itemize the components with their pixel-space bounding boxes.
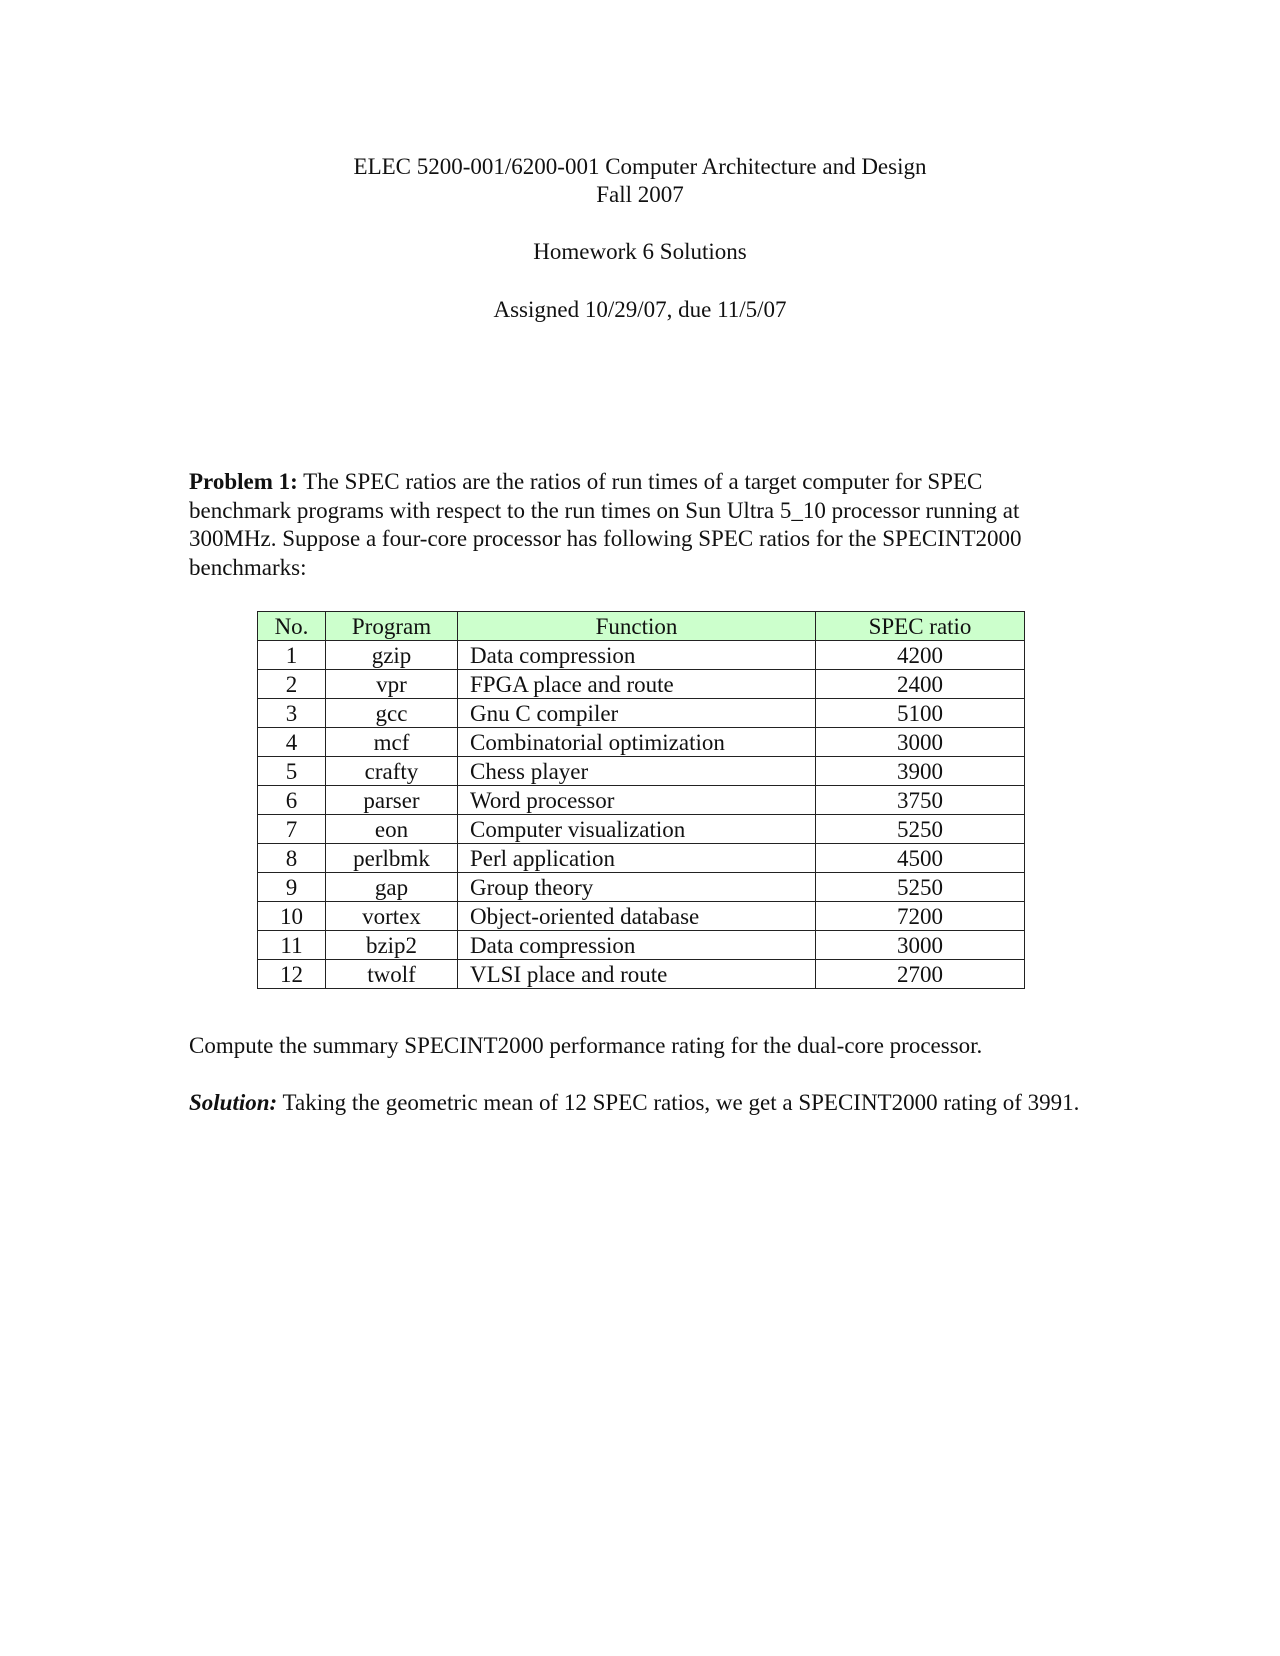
cell-spec-ratio: 7200: [816, 902, 1025, 931]
cell-spec-ratio: 3000: [816, 728, 1025, 757]
table-row: [258, 728, 1025, 757]
cell-program: vortex: [326, 902, 458, 931]
problem-label: Problem 1:: [189, 469, 298, 494]
cell-no: 2: [258, 670, 326, 699]
cell-spec-ratio: 4200: [816, 641, 1025, 670]
cell-function: Data compression: [458, 931, 816, 960]
cell-spec-ratio: 2700: [816, 960, 1025, 989]
table-row: [258, 670, 1025, 699]
solution-label: Solution:: [189, 1090, 278, 1115]
cell-no: 4: [258, 728, 326, 757]
cell-function: Chess player: [458, 757, 816, 786]
cell-no: 11: [258, 931, 326, 960]
cell-spec-ratio: 3750: [816, 786, 1025, 815]
cell-spec-ratio: 4500: [816, 844, 1025, 873]
cell-program: eon: [326, 815, 458, 844]
cell-no: 8: [258, 844, 326, 873]
cell-no: 12: [258, 960, 326, 989]
header-program: Program: [326, 612, 458, 641]
cell-spec-ratio: 3900: [816, 757, 1025, 786]
cell-program: gzip: [326, 641, 458, 670]
question-text: Compute the summary SPECINT2000 performance rating for the dual-core processor.: [189, 1033, 983, 1058]
cell-no: 1: [258, 641, 326, 670]
cell-program: parser: [326, 786, 458, 815]
solution-text: Taking the geometric mean of 12 SPEC ratios, we get a SPECINT2000 rating of 3991.: [277, 1090, 1080, 1115]
table-row: [258, 902, 1025, 931]
cell-program: gap: [326, 873, 458, 902]
assignment-title: Homework 6 Solutions: [533, 239, 747, 264]
cell-function: Group theory: [458, 873, 816, 902]
header-spec-ratio: SPEC ratio: [816, 612, 1025, 641]
cell-function: Word processor: [458, 786, 816, 815]
course-title: ELEC 5200-001/6200-001 Computer Architecture and Design: [353, 154, 927, 179]
cell-no: 7: [258, 815, 326, 844]
cell-function: VLSI place and route: [458, 960, 816, 989]
cell-spec-ratio: 5100: [816, 699, 1025, 728]
cell-spec-ratio: 5250: [816, 815, 1025, 844]
table-row: [258, 641, 1025, 670]
cell-function: Data compression: [458, 641, 816, 670]
problem-text: The SPEC ratios are the ratios of run times of a target computer for SPEC benchmark programs with respect to the run times on Sun Ultra 5_10 processor running at 300MHz. Suppose a four-core processor has following SPEC ratios for the SPECINT2000 benchmarks:: [189, 469, 1022, 580]
cell-program: mcf: [326, 728, 458, 757]
cell-program: bzip2: [326, 931, 458, 960]
table-row: [258, 815, 1025, 844]
cell-function: Perl application: [458, 844, 816, 873]
cell-program: twolf: [326, 960, 458, 989]
cell-spec-ratio: 5250: [816, 873, 1025, 902]
table-row: [258, 844, 1025, 873]
table-row: [258, 757, 1025, 786]
table-row: [258, 699, 1025, 728]
header-function: Function: [458, 612, 816, 641]
table-row: [258, 786, 1025, 815]
header-no: No.: [258, 612, 326, 641]
cell-function: Combinatorial optimization: [458, 728, 816, 757]
assignment-dates: Assigned 10/29/07, due 11/5/07: [493, 297, 787, 322]
cell-function: Object-oriented database: [458, 902, 816, 931]
spec-ratio-table: [257, 611, 1025, 989]
cell-program: perlbmk: [326, 844, 458, 873]
term: Fall 2007: [596, 182, 684, 207]
cell-function: FPGA place and route: [458, 670, 816, 699]
cell-program: vpr: [326, 670, 458, 699]
table-row: [258, 931, 1025, 960]
problem-statement: [189, 468, 1089, 582]
table-row: [258, 873, 1025, 902]
cell-no: 9: [258, 873, 326, 902]
cell-spec-ratio: 2400: [816, 670, 1025, 699]
solution-statement: [189, 1089, 1089, 1118]
table-header-row: [258, 612, 1025, 641]
cell-no: 10: [258, 902, 326, 931]
cell-no: 6: [258, 786, 326, 815]
cell-function: Computer visualization: [458, 815, 816, 844]
table-row: [258, 960, 1025, 989]
cell-no: 5: [258, 757, 326, 786]
cell-program: gcc: [326, 699, 458, 728]
cell-spec-ratio: 3000: [816, 931, 1025, 960]
cell-function: Gnu C compiler: [458, 699, 816, 728]
cell-no: 3: [258, 699, 326, 728]
cell-program: crafty: [326, 757, 458, 786]
